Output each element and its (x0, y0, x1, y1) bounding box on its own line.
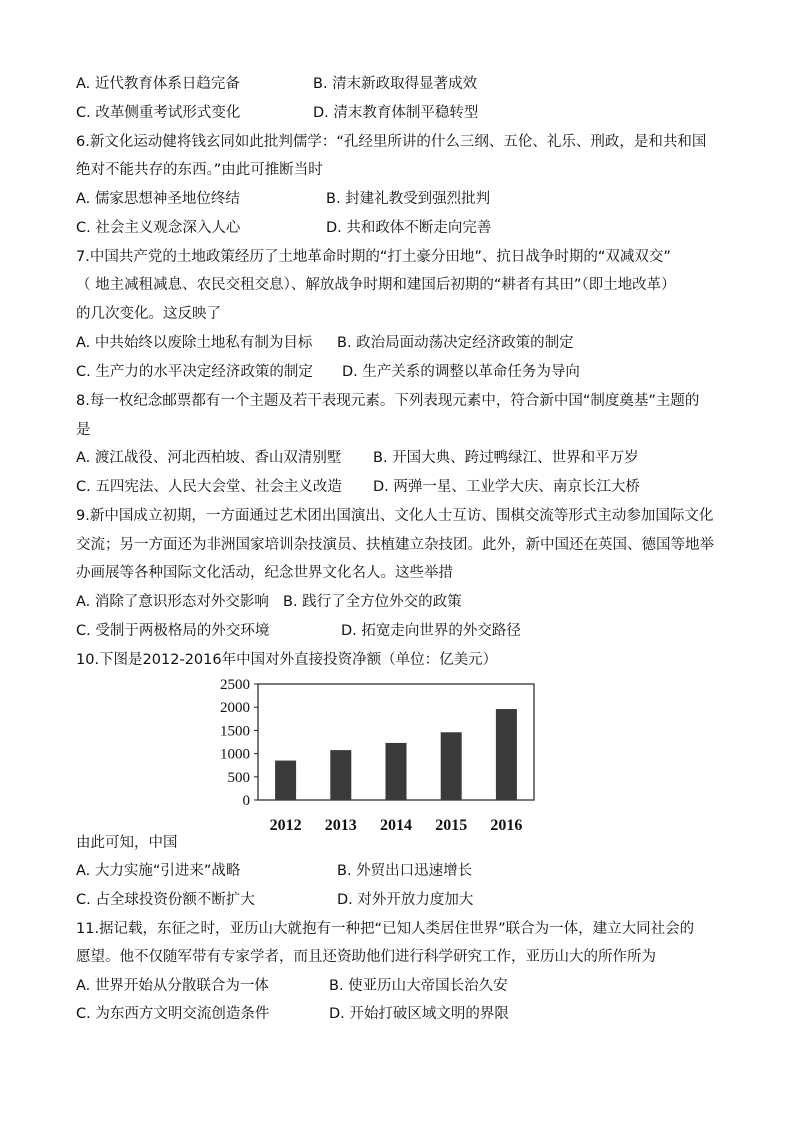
chart-x-ticks (270, 817, 523, 834)
q10-after-text: 由此可知，中国 (76, 835, 178, 851)
q10-option-c: C. 占全球投资份额不断扩大 (76, 892, 255, 908)
bar-2014 (386, 743, 407, 800)
q5-option-c: C. 改革侧重考试形式变化 (76, 105, 241, 121)
investment-bar-chart (200, 676, 540, 836)
q9-stem-line-2: 交流；另一方面还为非洲国家培训杂技演员、扶植建立杂技团。此外，新中国还在英国、德国等地举 (76, 537, 714, 553)
q9-option-c: C. 受制于两极格局的外交环境 (76, 623, 270, 639)
y-tick-label: 0 (242, 793, 250, 809)
y-tick-label: 1500 (220, 723, 250, 740)
q7-stem-line-2: （ 地主减租减息、农民交租交息）、解放战争时期和建国后初期的“耕者有其田”（即土地改革） (76, 277, 676, 293)
q11-option-d: D. 开始打破区域文明的界限 (329, 1006, 509, 1022)
q11-option-b: B. 使亚历山大帝国长治久安 (329, 978, 508, 994)
q6-stem-line-2: 绝对不能共存的东西。”由此可推断当时 (76, 162, 323, 178)
chart-y-ticks (220, 677, 258, 809)
q11-stem-line-1: 11.据记载，东征之时，亚历山大就抱有一种把“已知人类居住世界”联合为一体，建立大同社会的 (76, 921, 695, 937)
q5-option-a: A. 近代教育体系日趋完备 (76, 76, 240, 92)
x-tick-label-2012: 2012 (269, 817, 302, 834)
x-tick-label-2013: 2013 (324, 817, 357, 834)
x-tick-label-2014: 2014 (380, 817, 412, 834)
q9-option-d: D. 拓宽走向世界的外交路径 (341, 623, 521, 639)
q7-option-a: A. 中共始终以废除土地私有制为目标 (76, 335, 313, 351)
q7-stem-line-1: 7.中国共产党的土地政策经历了土地革命时期的“打土豪分田地”、抗日战争时期的“双减双交” (76, 249, 671, 265)
q6-stem-line-1: 6.新文化运动健将钱玄同如此批判儒学：“孔经里所讲的什么三纲、五伦、礼乐、刑政，是和共和国 (76, 134, 707, 150)
q9-stem-line-3: 办画展等各种国际文化活动，纪念世界文化名人。这些举措 (76, 565, 453, 581)
q6-option-b: B. 封建礼教受到强烈批判 (326, 191, 491, 207)
q11-option-c: C. 为东西方文明交流创造条件 (76, 1006, 270, 1022)
q10-option-a: A. 大力实施“引进来”战略 (76, 863, 241, 879)
y-tick-label: 500 (227, 769, 250, 786)
y-tick-label: 2500 (220, 677, 250, 693)
q9-stem-line-1: 9.新中国成立初期，一方面通过艺术团出国演出、文化人士互访、围棋交流等形式主动参加国际文化 (76, 508, 714, 524)
q8-option-d: D. 两弹一星、工业学大庆、南京长江大桥 (373, 479, 640, 495)
y-tick-label: 2000 (220, 700, 250, 717)
q10-option-b: B. 外贸出口迅速增长 (337, 863, 473, 879)
q6-option-c: C. 社会主义观念深入人心 (76, 220, 241, 236)
q11-option-a: A. 世界开始从分散联合为一体 (76, 978, 269, 994)
q8-option-a: A. 渡江战役、河北西柏坡、香山双清别墅 (76, 450, 342, 466)
q11-stem-line-2: 愿望。他不仅随军带有专家学者，而且还资助他们进行科学研究工作，亚历山大的所作所为 (76, 949, 656, 965)
q10-stem: 10.下图是2012-2016年中国对外直接投资净额（单位：亿美元） (76, 652, 498, 668)
q8-stem-line-2: 是 (76, 422, 91, 438)
q10-option-d: D. 对外开放力度加大 (337, 892, 474, 908)
q9-option-b: B. 践行了全方位外交的政策 (283, 594, 462, 610)
q5-option-d: D. 清末教育体制平稳转型 (313, 105, 479, 121)
q6-option-a: A. 儒家思想神圣地位终结 (76, 191, 240, 207)
bar-2016 (496, 709, 517, 800)
q7-stem-line-3: 的几次变化。这反映了 (76, 306, 221, 322)
x-tick-label-2016: 2016 (490, 817, 523, 834)
q8-option-b: B. 开国大典、跨过鸭绿江、世界和平万岁 (373, 450, 639, 466)
q8-stem-line-1: 8.每一枚纪念邮票都有一个主题及若干表现元素。下列表现元素中，符合新中国“制度奠基”主题的 (76, 393, 700, 409)
bar-2012 (275, 761, 296, 800)
q7-option-b: B. 政治局面动荡决定经济政策的制定 (337, 335, 574, 351)
chart-bars (275, 709, 517, 800)
x-tick-label-2015: 2015 (435, 817, 468, 834)
y-tick-label: 1000 (220, 746, 250, 763)
q7-option-d: D. 生产关系的调整以革命任务为导向 (342, 364, 580, 380)
q9-option-a: A. 消除了意识形态对外交影响 (76, 594, 269, 610)
q5-option-b: B. 清末新政取得显著成效 (313, 76, 478, 92)
bar-2013 (330, 750, 351, 800)
bar-2015 (441, 732, 462, 800)
q7-option-c: C. 生产力的水平决定经济政策的制定 (76, 364, 313, 380)
q6-option-d: D. 共和政体不断走向完善 (326, 220, 492, 236)
q8-option-c: C. 五四宪法、人民大会堂、社会主义改造 (76, 479, 342, 495)
